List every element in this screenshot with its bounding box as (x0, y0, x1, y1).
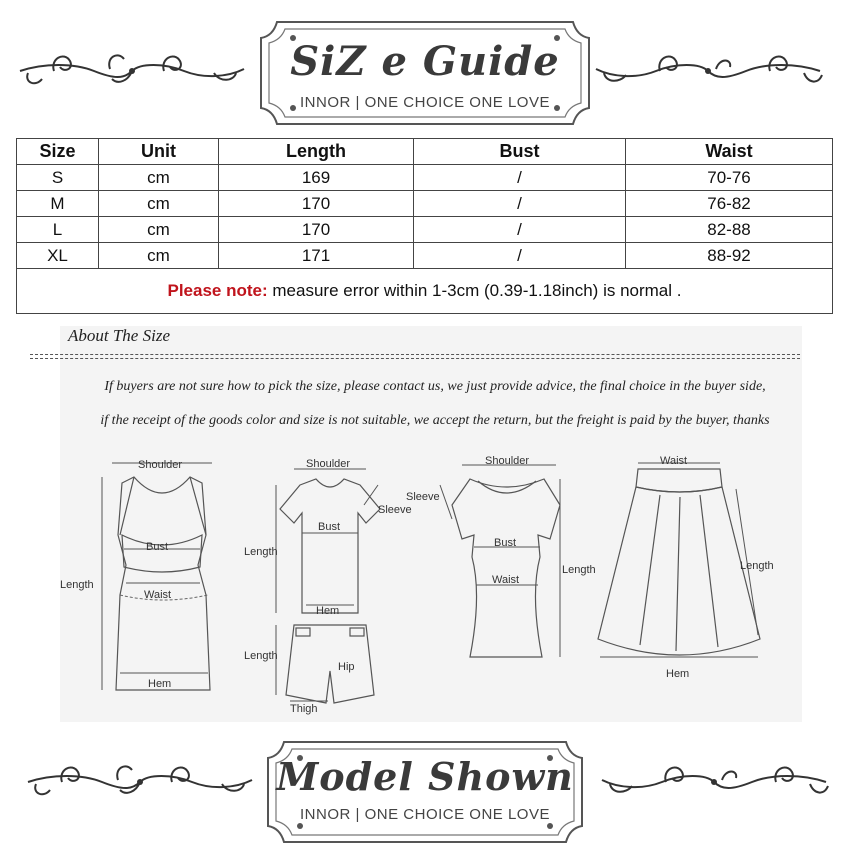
note-row (17, 269, 833, 314)
table-cell: XL (17, 243, 99, 269)
tee-sleeve-label: Sleeve (406, 491, 440, 503)
set-hem-label: Hem (316, 605, 340, 617)
tee-bust-label: Bust (494, 537, 517, 549)
skirt-hem-label: Hem (666, 668, 690, 680)
table-row (17, 243, 833, 269)
table-cell: 171 (219, 243, 414, 269)
dress-diagram (60, 459, 212, 690)
brand-tagline (0, 806, 850, 823)
tshirt-shorts-diagram (244, 458, 412, 715)
garment-diagrams (60, 445, 802, 720)
set-shoulder-label: Shoulder (306, 458, 351, 470)
table-cell: S (17, 165, 99, 191)
about-text-line-1: If buyers are not sure how to pick the size, please contact us, we just provide advice, the final choice in the buyer side, (104, 379, 766, 394)
dress-waist-label: Waist (144, 589, 172, 601)
model-shown-banner (0, 732, 850, 853)
column-header-unit: Unit (99, 139, 219, 165)
note-text: measure error within 1-3cm (0.39-1.18inch) is normal . (267, 281, 682, 300)
model-shown-title: Model Shown (276, 754, 574, 799)
column-header-waist: Waist (626, 139, 833, 165)
dress-shoulder-label: Shoulder (138, 459, 183, 471)
set-bust-label: Bust (318, 521, 341, 533)
tagline-text: ONE CHOICE ONE LOVE (364, 94, 550, 111)
dress-bust-label: Bust (146, 541, 169, 553)
size-guide-title: SiZ e Guide (290, 38, 560, 85)
table-cell: / (414, 217, 626, 243)
note-label: Please note: (167, 281, 268, 300)
table-cell: 88-92 (626, 243, 833, 269)
set-length2-label: Length (244, 650, 278, 662)
table-cell: 169 (219, 165, 414, 191)
tee-shoulder-label: Shoulder (485, 455, 530, 467)
table-row (17, 165, 833, 191)
table-cell: cm (99, 243, 219, 269)
set-hip-label: Hip (338, 661, 355, 673)
dress-length-label: Length (60, 579, 94, 591)
table-cell: / (414, 191, 626, 217)
size-guide-banner (0, 0, 850, 135)
column-header-length: Length (219, 139, 414, 165)
tee-diagram (406, 455, 596, 657)
table-cell: 82-88 (626, 217, 833, 243)
table-cell: cm (99, 165, 219, 191)
brand-name: INNOR (300, 94, 351, 111)
set-sleeve-label: Sleeve (378, 504, 412, 516)
brand-name: INNOR (300, 806, 351, 823)
about-text-line-2: if the receipt of the goods color and size is not suitable, we accept the return, but the freight is paid by the buyer, thanks (100, 413, 770, 428)
about-size-title: About The Size (68, 326, 170, 345)
divider-line (30, 358, 800, 359)
table-cell: / (414, 243, 626, 269)
table-cell: 76-82 (626, 191, 833, 217)
table-header-row (17, 139, 833, 165)
table-cell: 170 (219, 217, 414, 243)
note-cell (17, 269, 833, 314)
tagline-text: ONE CHOICE ONE LOVE (364, 806, 550, 823)
size-table (16, 138, 833, 314)
skirt-waist-label: Waist (660, 455, 688, 467)
column-header-size: Size (17, 139, 99, 165)
table-cell: 170 (219, 191, 414, 217)
table-row (17, 191, 833, 217)
brand-separator: | (355, 94, 365, 111)
table-cell: cm (99, 191, 219, 217)
skirt-length-label: Length (740, 560, 774, 572)
table-cell: L (17, 217, 99, 243)
table-row (17, 217, 833, 243)
tee-length-label: Length (562, 564, 596, 576)
dress-hem-label: Hem (148, 678, 172, 690)
set-length-label: Length (244, 546, 278, 558)
skirt-diagram (598, 455, 774, 680)
tee-waist-label: Waist (492, 574, 520, 586)
table-cell: / (414, 165, 626, 191)
table-cell: M (17, 191, 99, 217)
table-cell: 70-76 (626, 165, 833, 191)
set-thigh-label: Thigh (290, 703, 318, 715)
brand-tagline (0, 94, 850, 111)
divider-line (30, 354, 800, 355)
column-header-bust: Bust (414, 139, 626, 165)
table-cell: cm (99, 217, 219, 243)
brand-separator: | (355, 806, 365, 823)
